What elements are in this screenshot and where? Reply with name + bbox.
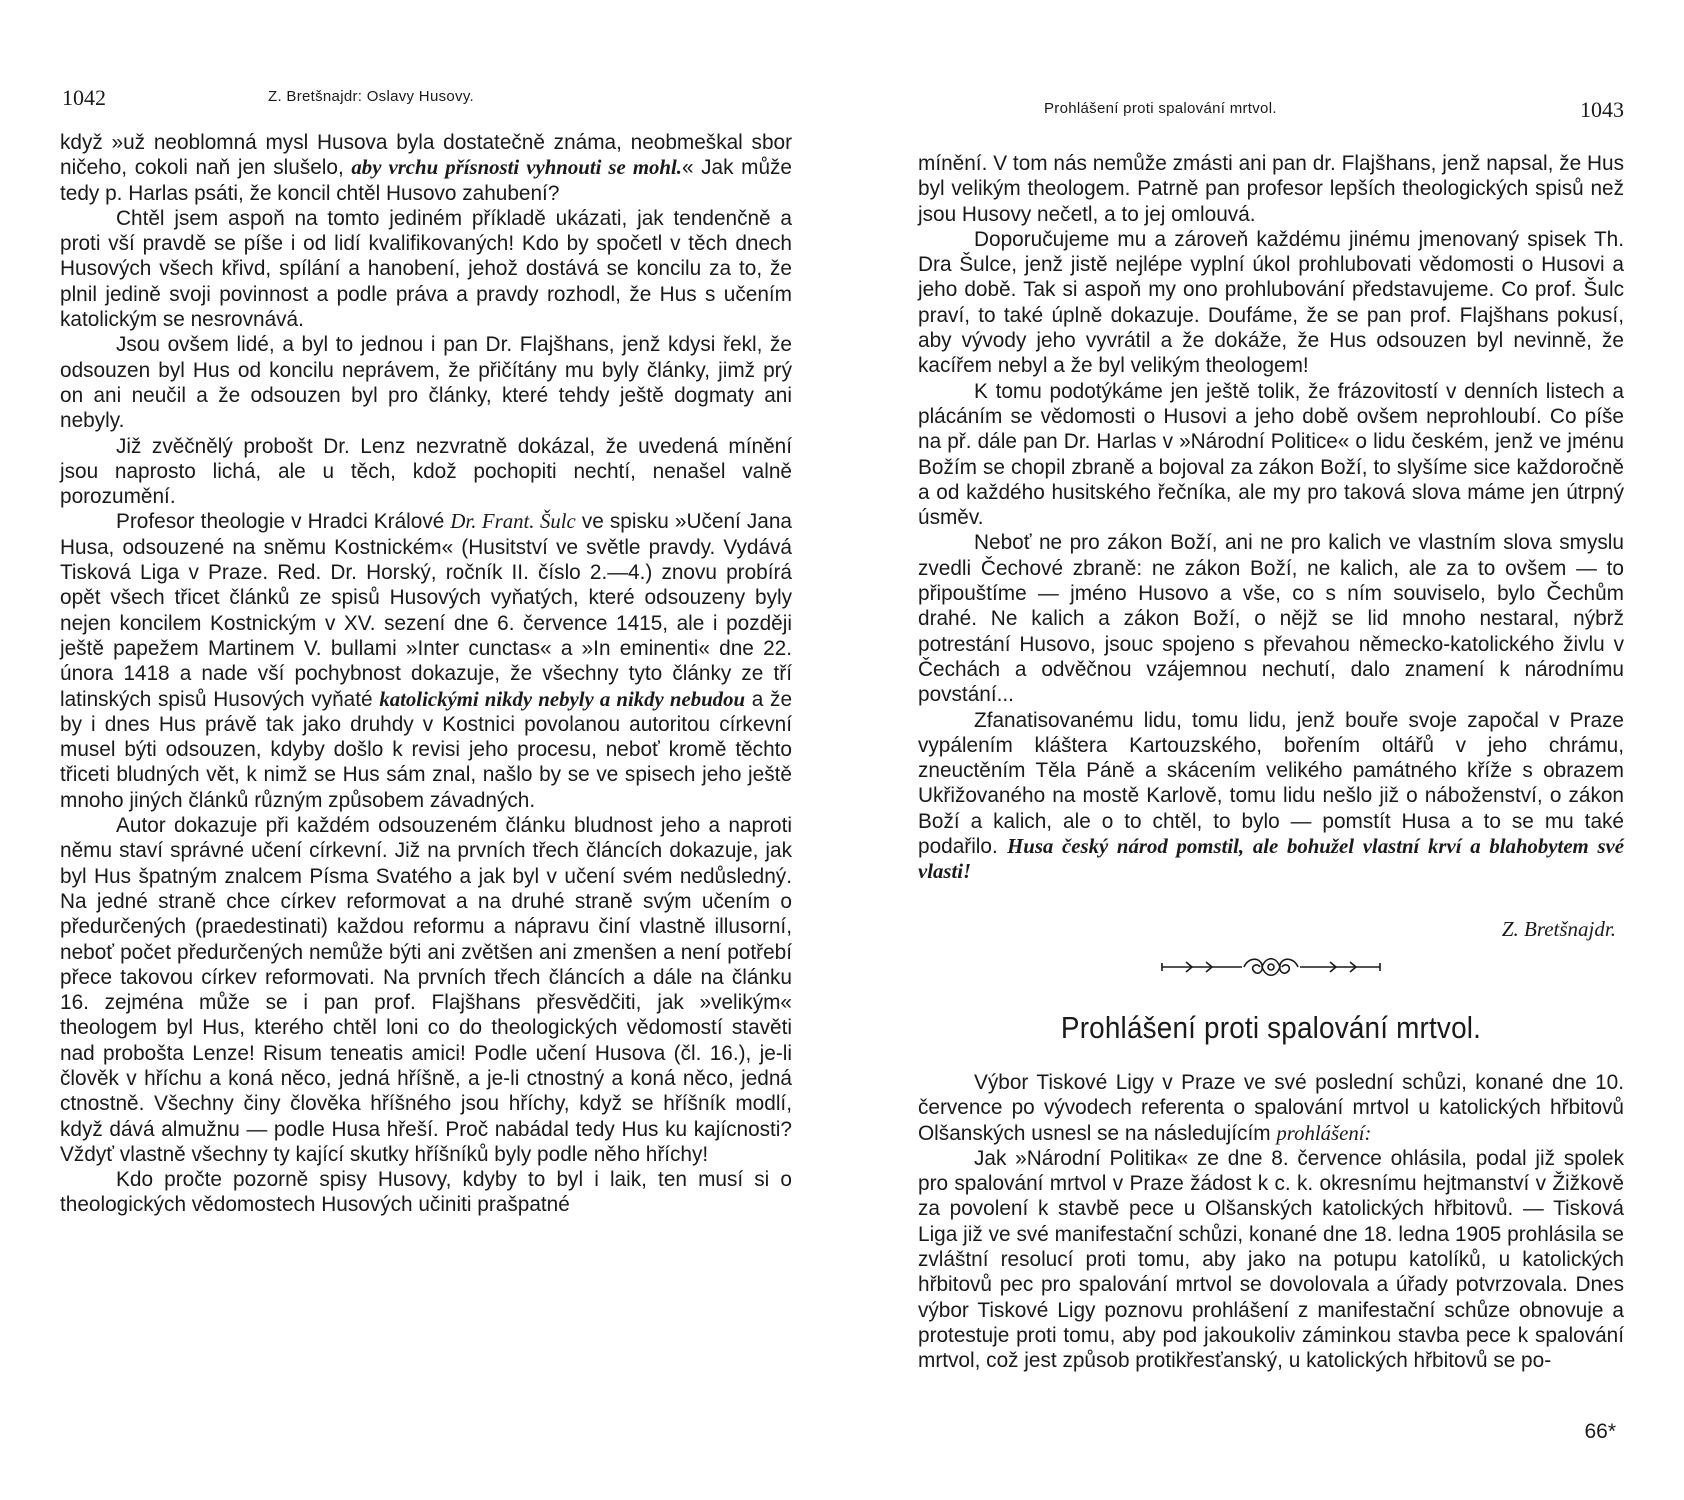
text-run: Již zvěčnělý probošt Dr. Lenz nezvratně dokázal, že uvedená mínění jsou naprosto lichá, ale u těch, kdož pochopiti nechtí, nenašel valně porozumění.: [60, 434, 792, 509]
author-signature: Z. Bretšnajdr.: [1501, 917, 1616, 941]
text-run: Neboť ne pro zákon Boží, ani ne pro kalich ve vlastním slova smyslu zvedli Čechové zbraně: ne zákon Boží, ne kalich, ale za to ovšem — to připouštíme — jméno Husovo a vše, co s ním souviselo, bylo Čechům drahé. Ne kalich a zákon Boží, o nějž se lid mnoho nestaral, nýbrž potrestání Husovo, jsouc spojeno s převahou německo-katolického živlu v Čechách a odvěčnou vzájemnou nechutí, dalo znamení k národnímu povstání...: [918, 531, 1624, 707]
italic-text: Dr. Frant. Šulc: [450, 510, 576, 534]
emphasis-text: katolickými nikdy nebyly a nikdy nebudou: [379, 687, 746, 711]
running-head-left: Z. Bretšnajdr: Oslavy Husovy.: [268, 88, 474, 105]
paragraph: [918, 1146, 1624, 1374]
paragraph: [918, 227, 1624, 379]
page-number-left: 1042: [62, 85, 106, 110]
paragraph: [918, 530, 1624, 707]
paragraph: [60, 434, 792, 510]
paragraph: [60, 130, 792, 206]
text-run: a že by i dnes Hus právě tak jako druhdy v Kostnici povolanou autoritou církevní musel býti odsouzen, kdyby došlo k revisi jeho procesu, neboť kromě těchto třiceti bludných vět, k nimž se Hus sám znal, našlo by se ve spisech jeho ještě mnoho jiných článků různým způsobem závadných.: [60, 687, 793, 812]
ornament-divider-icon: [1156, 952, 1386, 982]
text-run: Chtěl jsem aspoň na tomto jediném příkladě ukázati, jak tendenčně a proti vší pravdě se píše i od lidí kvalifikovaných! Kdo by spočetl v těch dnech Husových všech křivd, spílání a hanobení, jehož dostává se koncilu za to, že plnil jedině svoji povinnost a podle práva a pravdy rozhodl, že Hus s učením katolickým se nesrovnává.: [60, 206, 792, 332]
left-paragraphs: [60, 130, 792, 1218]
text-run: Jsou ovšem lidé, a byl to jednou i pan Dr. Flajšhans, jenž kdysi řekl, že odsouzen byl Hus od koncilu neprávem, že přičítány mu byly články, jimž prý on ani neučil a že odsouzen byl pro články, které tehdy ještě dogmaty ani nebyly.: [60, 333, 792, 433]
emphasis-text: Husa český národ pomstil, ale bohužel vlastní krví a blahobytem své vlasti!: [918, 835, 1624, 884]
text-run: Kdo pročte pozorně spisy Husovy, kdyby to byl i laik, ten musí si o theologických vědomostech Husových učiniti prašpatné: [60, 1168, 792, 1217]
paragraph: [918, 379, 1624, 531]
article-paragraphs: [918, 1070, 1624, 1374]
text-run: Výbor Tiskové Ligy v Praze ve své poslední schůzi, konané dne 10. července po vývodech referenta o spalování mrtvol u katolických hřbitovů Olšanských usnesl se na následujícím: [918, 1071, 1624, 1145]
right-body-text: [918, 151, 1624, 885]
text-run: když »už neoblomná mysl Husova byla dostatečně známa, neobmeškal sbor ničeho, cokoli naň jen slušelo,: [60, 131, 792, 180]
page-number-right: 1043: [1580, 97, 1624, 122]
paragraph: [60, 813, 792, 1167]
paragraph: [918, 1070, 1624, 1146]
italic-text: prohlášení:: [1276, 1121, 1372, 1145]
paragraph: [60, 1167, 792, 1218]
text-run: K tomu podotýkáme jen ještě tolik, že frázovitostí v denních listech a plácáním se vědomosti o Husovi a jeho době ovšem neprohloubí. Co píše na př. dále pan Dr. Harlas v »Národní Politice« o lidu českém, jenž ve jménu Božím se chopil zbraně a bojoval za zákon Boží, to slyšíme sice každoročně a od každého husitského řečníka, ale my pro taková slova máme jen útrpný úsměv.: [918, 379, 1624, 530]
text-run: Zfanatisovanému lidu, tomu lidu, jenž bouře svoje započal v Praze vypálením kláštera Kartouzského, bořením oltářů v jeho chrámu, zneuctěním Těla Páně a skácením velikého památného kříže s obrazem Ukřižovaného na mostě Karlově, tomu lidu nešlo již o náboženství, o zákon Boží a kalich, ale o to chtěl, to bylo — pomstít Husa a to se mu také podařilo.: [918, 708, 1624, 859]
text-run: Profesor theologie v Hradci Králové: [116, 510, 451, 534]
paragraph: [60, 332, 792, 433]
right-paragraphs: [918, 151, 1624, 885]
text-run: Autor dokazuje při každém odsouzeném článku bludnost jeho a naproti němu staví správné učení církevní. Již na prvních třech článcích dokazuje, jak byl Hus špatným znalcem Písma Svatého a jak byl v učení svém nedůsledný. Na jedné straně chce církev reformovat a na druhé straně svým učením o předurčených (praedestinati) každou reformu a nápravu činí vlastně illusorní, neboť počet předurčených nemůže býti ani zvětšen ani zmenšen a není potřebí přece takovou církev reformovati. Na prvních třech článcích a dále na článku 16. zejména může se i pan prof. Flajšhans přesvědčiti, jak »velikým« theologem byl Hus, kterého chtěl loni co do theologických vědomostí stavěti nad probošta Lenze! Risum teneatis amici! Podle učení Husova (čl. 16.), je-li člověk v hříchu a koná něco, jedná hříšně, a je-li ctnostný a koná něco, jedná ctnostně. Všechny činy člověka hříšného jsou hříchy, když se hříšník modlí, když dává almužnu — podle Husa hřeší. Proč nabádal tedy Hus ku kajícnosti? Vždyť vlastně všechny ty kající skutky hříšníků byly podle něho hříchy!: [60, 814, 792, 1166]
footer-signature: 66*: [1584, 1420, 1616, 1443]
text-run: Doporučujeme mu a zároveň každému jinému jmenovaný spisek Th. Dra Šulce, jenž jistě nejlépe vyplní úkol prohlubovati vědomosti o Husovi a jeho době. Tak si aspoň my ono prohlubování představujeme. Co prof. Šulc praví, to také úplně dokazuje. Doufáme, že se pan prof. Flajšhans pokusí, aby vývody jeho vyvrátil a že dokáže, že Hus odsouzen byl nevinně, že kacířem nebyl a že byl velikým theologem!: [918, 227, 1624, 378]
left-body-text: [60, 130, 792, 1218]
text-run: « Jak může tedy p. Harlas psáti, že koncil chtěl Husovo zahubení?: [60, 156, 792, 205]
paragraph: [918, 708, 1624, 885]
article-title: Prohlášení proti spalování mrtvol.: [1060, 1010, 1482, 1045]
text-run: Jak »Národní Politika« ze dne 8. července ohlásila, podal již spolek pro spalování mrtvol v Praze žádost k c. k. okresnímu hejtmanství v Žižkově za povolení k stavbě pece u Olšanských katolických hřbitovů. — Tisková Liga již ve své manifestační schůzi, konané dne 18. ledna 1905 prohlásila se zvláštní resolucí proti tomu, aby jako na potupu katolíků, u katolických hřbitovů pec pro spalování mrtvol se dovolovala a úřady potvrzovala. Dnes výbor Tiskové Ligy poznovu prohlášení z manifestační schůze obnovuje a protestuje proti tomu, aby pod jakoukoliv záminkou stavba pece k spalování mrtvol, což jest způsob protikřesťanský, u katolických hřbitovů se po-: [918, 1146, 1624, 1373]
emphasis-text: aby vrchu přísnosti vyhnouti se mohl.: [351, 156, 682, 180]
paragraph: [60, 206, 792, 332]
paragraph: [60, 509, 792, 813]
text-run: mínění. V tom nás nemůže zmásti ani pan dr. Flajšhans, jenž napsal, že Hus byl velikým theologem. Patrně pan profesor lepších theologických spisů než jsou Husovy nečetl, a to jej omlouvá.: [918, 152, 1624, 226]
text-run: ve spisku »Učení Jana Husa, odsouzené na sněmu Kostnickém« (Husitství ve světle pravdy. Vydává Tisková Liga v Praze. Red. Dr. Horský, ročník II. číslo 2.—4.) znovu probírá opět všech třicet článků ze spisů Husových vyňatých, které odsouzeny byly nejen koncilem Kostnickým v XV. sezení dne 6. července 1415, ale i později ještě papežem Martinem V. bullami »Inter cunctas« a »In eminenti« dne 22. února 1418 a nade vší pochybnost dokazuje, že všechny tyto články ze tří latinských spisů Husových vyňaté: [60, 510, 792, 711]
article-body-text: [918, 1070, 1624, 1374]
running-head-right: Prohlášení proti spalování mrtvol.: [1044, 100, 1277, 117]
paragraph: [918, 151, 1624, 227]
